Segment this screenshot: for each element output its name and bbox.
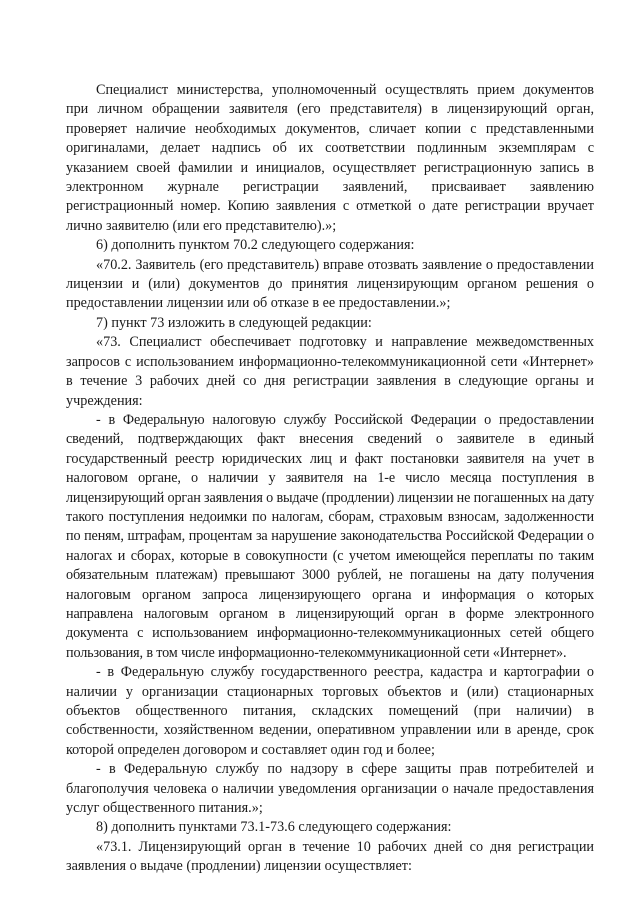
paragraph-item-7: 7) пункт 73 изложить в следующей редакции: xyxy=(96,314,372,331)
paragraph-item-8: 8) дополнить пунктами 73.1-73.6 следующего содержания: xyxy=(96,819,452,836)
paragraph-73: «73. Специалист обеспечивает подготовку и направление межведомственных запросов с использованием информационно-телекоммуникационной сети «Интернет» в течение 3 рабочих дней со дня регистрации заявления в следующие органы и учреждения: xyxy=(66,334,594,409)
paragraph-registry-service: - в Федеральную службу государственного реестра, кадастра и картографии о наличии у организации стационарных торговых объектов и (или) стационарных объектов общественного питания, складских помещений (при наличии) в собственности, хозяйственном ведении, оперативном управлении или в аренде, срок которой определен договором и составляет один год и более; xyxy=(66,664,594,758)
paragraph-consumer-service: - в Федеральную службу по надзору в сфере защиты прав потребителей и благополучия человека о наличии уведомления организации о начале предоставления услуг общественного питания.»; xyxy=(66,761,594,817)
paragraph-73-1: «73.1. Лицензирующий орган в течение 10 рабочих дней со дня регистрации заявления о выдаче (продлении) лицензии осуществляет: xyxy=(66,838,594,875)
paragraph-tax-service: - в Федеральную налоговую службу Российской Федерации о предоставлении сведений, подтверждающих факт внесения сведений о заявителе в единый государственный реестр юридических лиц и факт постановки заявителя на учет в налоговом органе, о наличии у заявителя на 1-е число месяца поступления в лицензирующий орган заявления о выдаче (продлении) лицензии не погашенных на дату такого поступления недоимки по налогам, сборам, страховым взносам, задолженности по пеням, штрафам, процентам за нарушение законодательства Российской Федерации о налогах и сборах, которые в совокупности (с учетом имеющейся переплаты по таким обязательным платежам) превышают 3000 рублей, не погашены на дату получения налоговым органом запроса лицензирующего органа и информация о которых направлена налоговым органом в лицензирующий орган в форме электронного документа с использованием информационно-телекоммуникационных сетей общего пользования, в том числе информационно-телекоммуникационной сети «Интернет». xyxy=(66,411,595,661)
paragraph-specialist-intake: Специалист министерства, уполномоченный осуществлять прием документов при личном обращении заявителя (его представителя) в лицензирующий орган, проверяет наличие необходимых документов, сличает копии с представленными оригиналами, делает надпись об их соответствии подлинным экземплярам с указанием своей фамилии и инициалов, осуществляет регистрационную запись в электронном журнале регистрации заявлений, присваивает заявлению регистрационный номер. Копию заявления с отметкой о дате регистрации вручает лично заявителю (или его представителю).»; xyxy=(66,82,594,234)
document-page xyxy=(66,81,594,877)
paragraph-70-2: «70.2. Заявитель (его представитель) вправе отозвать заявление о предоставлении лицензии и (или) документов до принятия лицензирующим органом решения о предоставлении лицензии или об отказе в ее предоставлении.»; xyxy=(66,256,594,312)
paragraph-item-6: 6) дополнить пунктом 70.2 следующего содержания: xyxy=(96,237,415,254)
